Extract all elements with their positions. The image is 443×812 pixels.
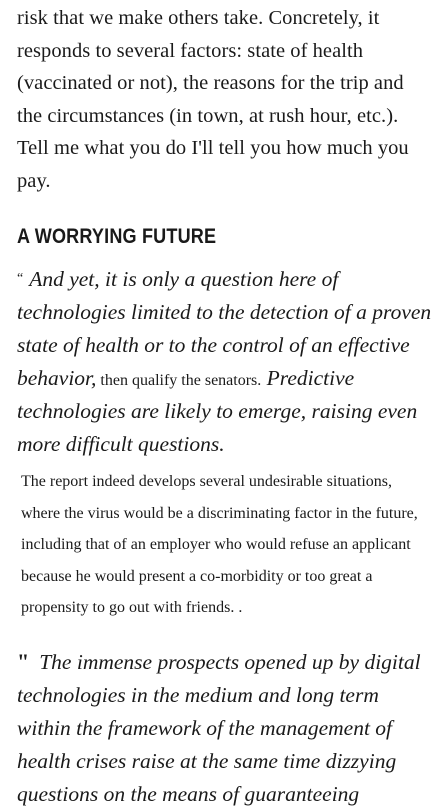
quote-open-mark-2: ": [17, 648, 30, 674]
quote-open-mark: “: [17, 271, 24, 286]
quote-paragraph: [17, 263, 432, 462]
quote-italic-part-1: And yet, it is only a question here of technologies limited to the detection of a proven state of health or to the control of an effective behavior,: [17, 267, 432, 390]
intro-paragraph: risk that we make others take. Concretely, it responds to several factors: state of health (vaccinated or not), the reasons for the trip and the circumstances (in town, at rush hour, etc.). Tell me what you do I'll tell you how much you pay.: [17, 7, 409, 192]
section-heading: A WORRYING FUTURE: [17, 225, 217, 248]
quote-italic-part-2: Predictive technologies are likely to emerge, raising even more difficult questions.: [17, 366, 418, 456]
report-paragraph: The report indeed develops several undesirable situations, where the virus would be a discriminating factor in the future, including that of an employer who would refuse an applicant because he would present a co-morbidity or too great a propensity to go out with friends. .: [21, 473, 418, 616]
article-body: [17, 0, 432, 812]
quote-paragraph-2: [17, 646, 432, 812]
quote-attribution: then qualify the senators.: [96, 372, 262, 389]
quote-2-italic: The immense prospects opened up by digital technologies in the medium and long term within the framework of the management of health crises raise at the same time dizzying questions on the means of guaranteeing: [17, 649, 421, 806]
